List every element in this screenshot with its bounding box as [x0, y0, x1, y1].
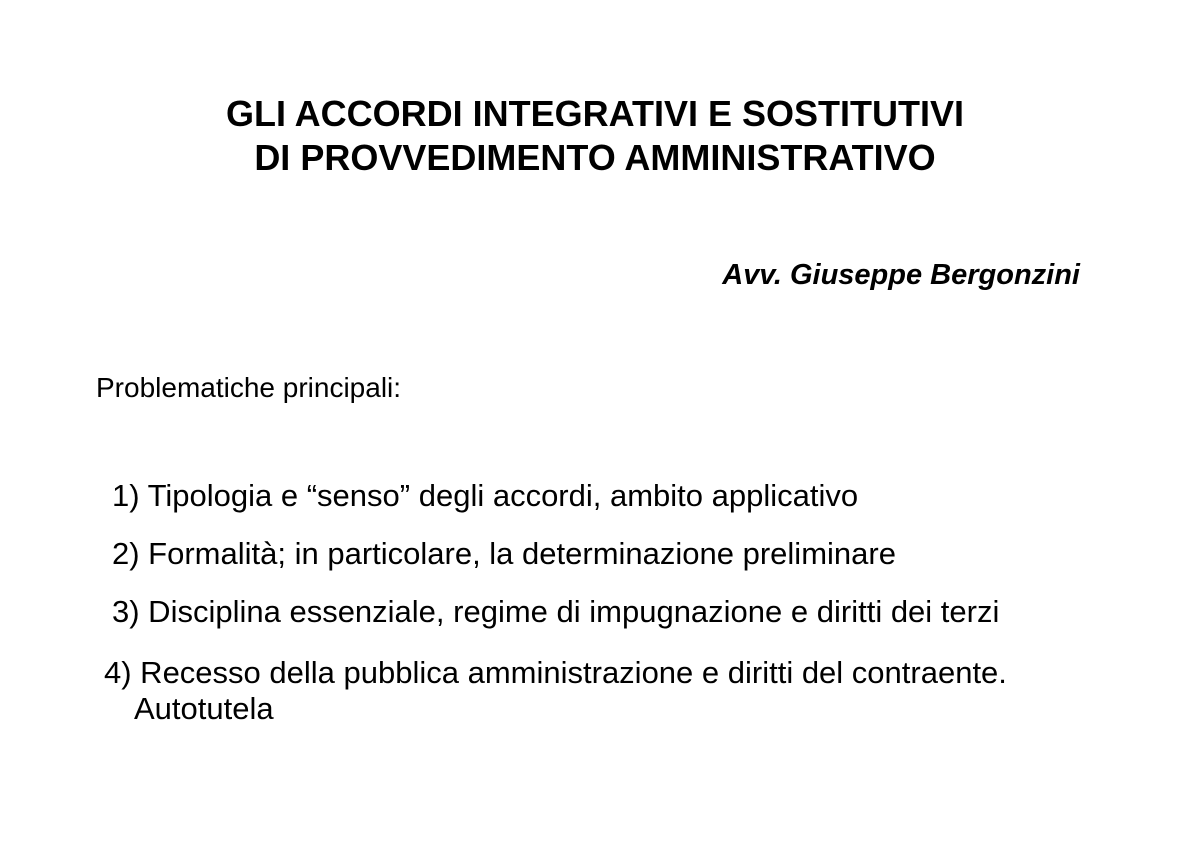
list-item-text: 3) Disciplina essenziale, regime di impugnazione e diritti dei terzi [112, 594, 1000, 629]
title-line-2: DI PROVVEDIMENTO AMMINISTRATIVO [254, 137, 936, 178]
document-title [0, 92, 1190, 180]
list-item [112, 478, 858, 514]
title-line-1: GLI ACCORDI INTEGRATIVI E SOSTITUTIVI [225, 93, 965, 134]
list-item-continuation: Autotutela [134, 691, 274, 726]
intro-heading: Problematiche principali: [96, 372, 402, 403]
list-item [112, 594, 999, 630]
list-item-text: 4) Recesso della pubblica amministrazione e diritti del contraente. [104, 655, 1007, 690]
list-item [104, 655, 1007, 727]
author-name: Avv. Giuseppe Bergonzini [722, 259, 1080, 291]
list-item [112, 536, 896, 572]
list-item-text: 1) Tipologia e “senso” degli accordi, ambito applicativo [112, 478, 859, 513]
list-item-text: 2) Formalità; in particolare, la determinazione preliminare [112, 536, 896, 571]
